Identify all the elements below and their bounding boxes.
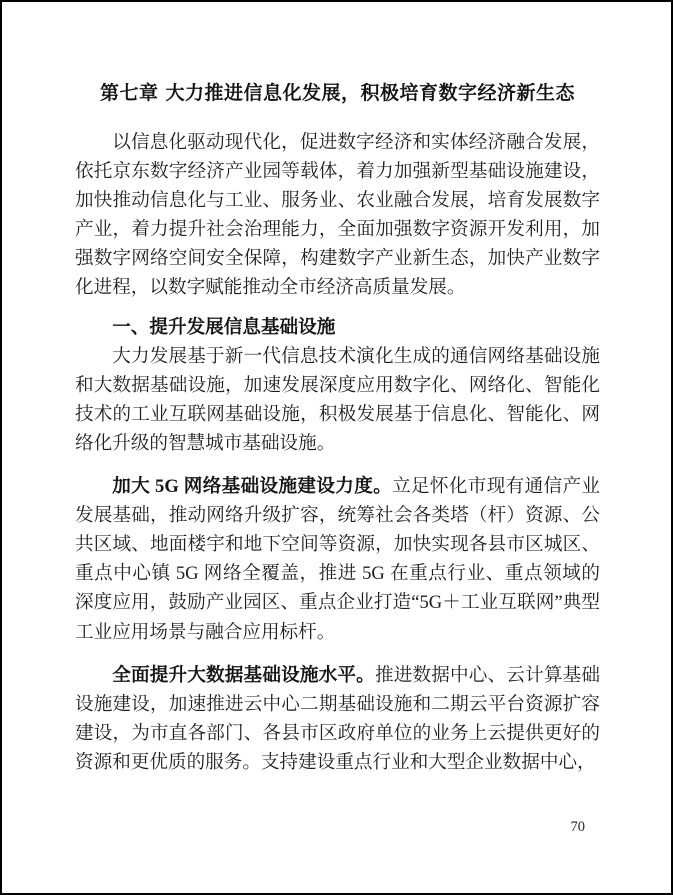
page-number: 70 bbox=[570, 819, 585, 835]
paragraph-text: 大力发展基于新一代信息技术演化生成的通信网络基础设施和大数据基础设施，加速发展深度应用数字化、网络化、智能化技术的工业互联网基础设施，积极发展基于信息化、智能化、网络化升级的智慧城市基础设施。 bbox=[75, 345, 600, 454]
paragraph-bigdata bbox=[75, 661, 600, 777]
paragraph-text: 以信息化驱动现代化，促进数字经济和实体经济融合发展，依托京东数字经济产业园等载体，着力加强新型基础设施建设，加快推动信息化与工业、服务业、农业融合发展，培育发展数字产业，着力提升社会治理能力，全面加强数字资源开发利用，加强数字网络空间安全保障，构建数字产业新生态，加快产业数字化进程，以数字赋能推动全市经济高质量发展。 bbox=[75, 132, 600, 299]
paragraph-text: 推进数据中心、云计算基础设施建设，加速推进云中心二期基础设施和二期云平台资源扩容建设，为市直各部门、各县市区政府单位的业务上云提供更好的资源和更优质的服务。支持建设重点行业和大型企业数据中心， bbox=[75, 664, 600, 773]
paragraph-infrastructure bbox=[75, 342, 600, 458]
paragraph-lead: 全面提升大数据基础设施水平。 bbox=[112, 664, 375, 686]
paragraph-5g bbox=[75, 472, 600, 647]
chapter-title: 第七章 大力推进信息化发展，积极培育数字经济新生态 bbox=[99, 82, 576, 104]
section-heading: 一、提升发展信息基础设施 bbox=[112, 316, 336, 338]
paragraph-intro bbox=[75, 128, 600, 303]
paragraph-lead: 加大 5G 网络基础设施建设力度。 bbox=[112, 476, 393, 498]
paragraph-text: 立足怀化市现有通信产业发展基础，推动网络升级扩容，统筹社会各类塔（杆）资源、公共区域、地面楼宇和地下空间等资源，加快实现各县市区城区、重点中心镇 5G 网络全覆盖，推进 5G 在重点行业、重点领域的深度应用，鼓励产业园区、重点企业打造“5G＋工业互联网”典型工业应用场景与融合应用标杆。 bbox=[75, 476, 600, 643]
